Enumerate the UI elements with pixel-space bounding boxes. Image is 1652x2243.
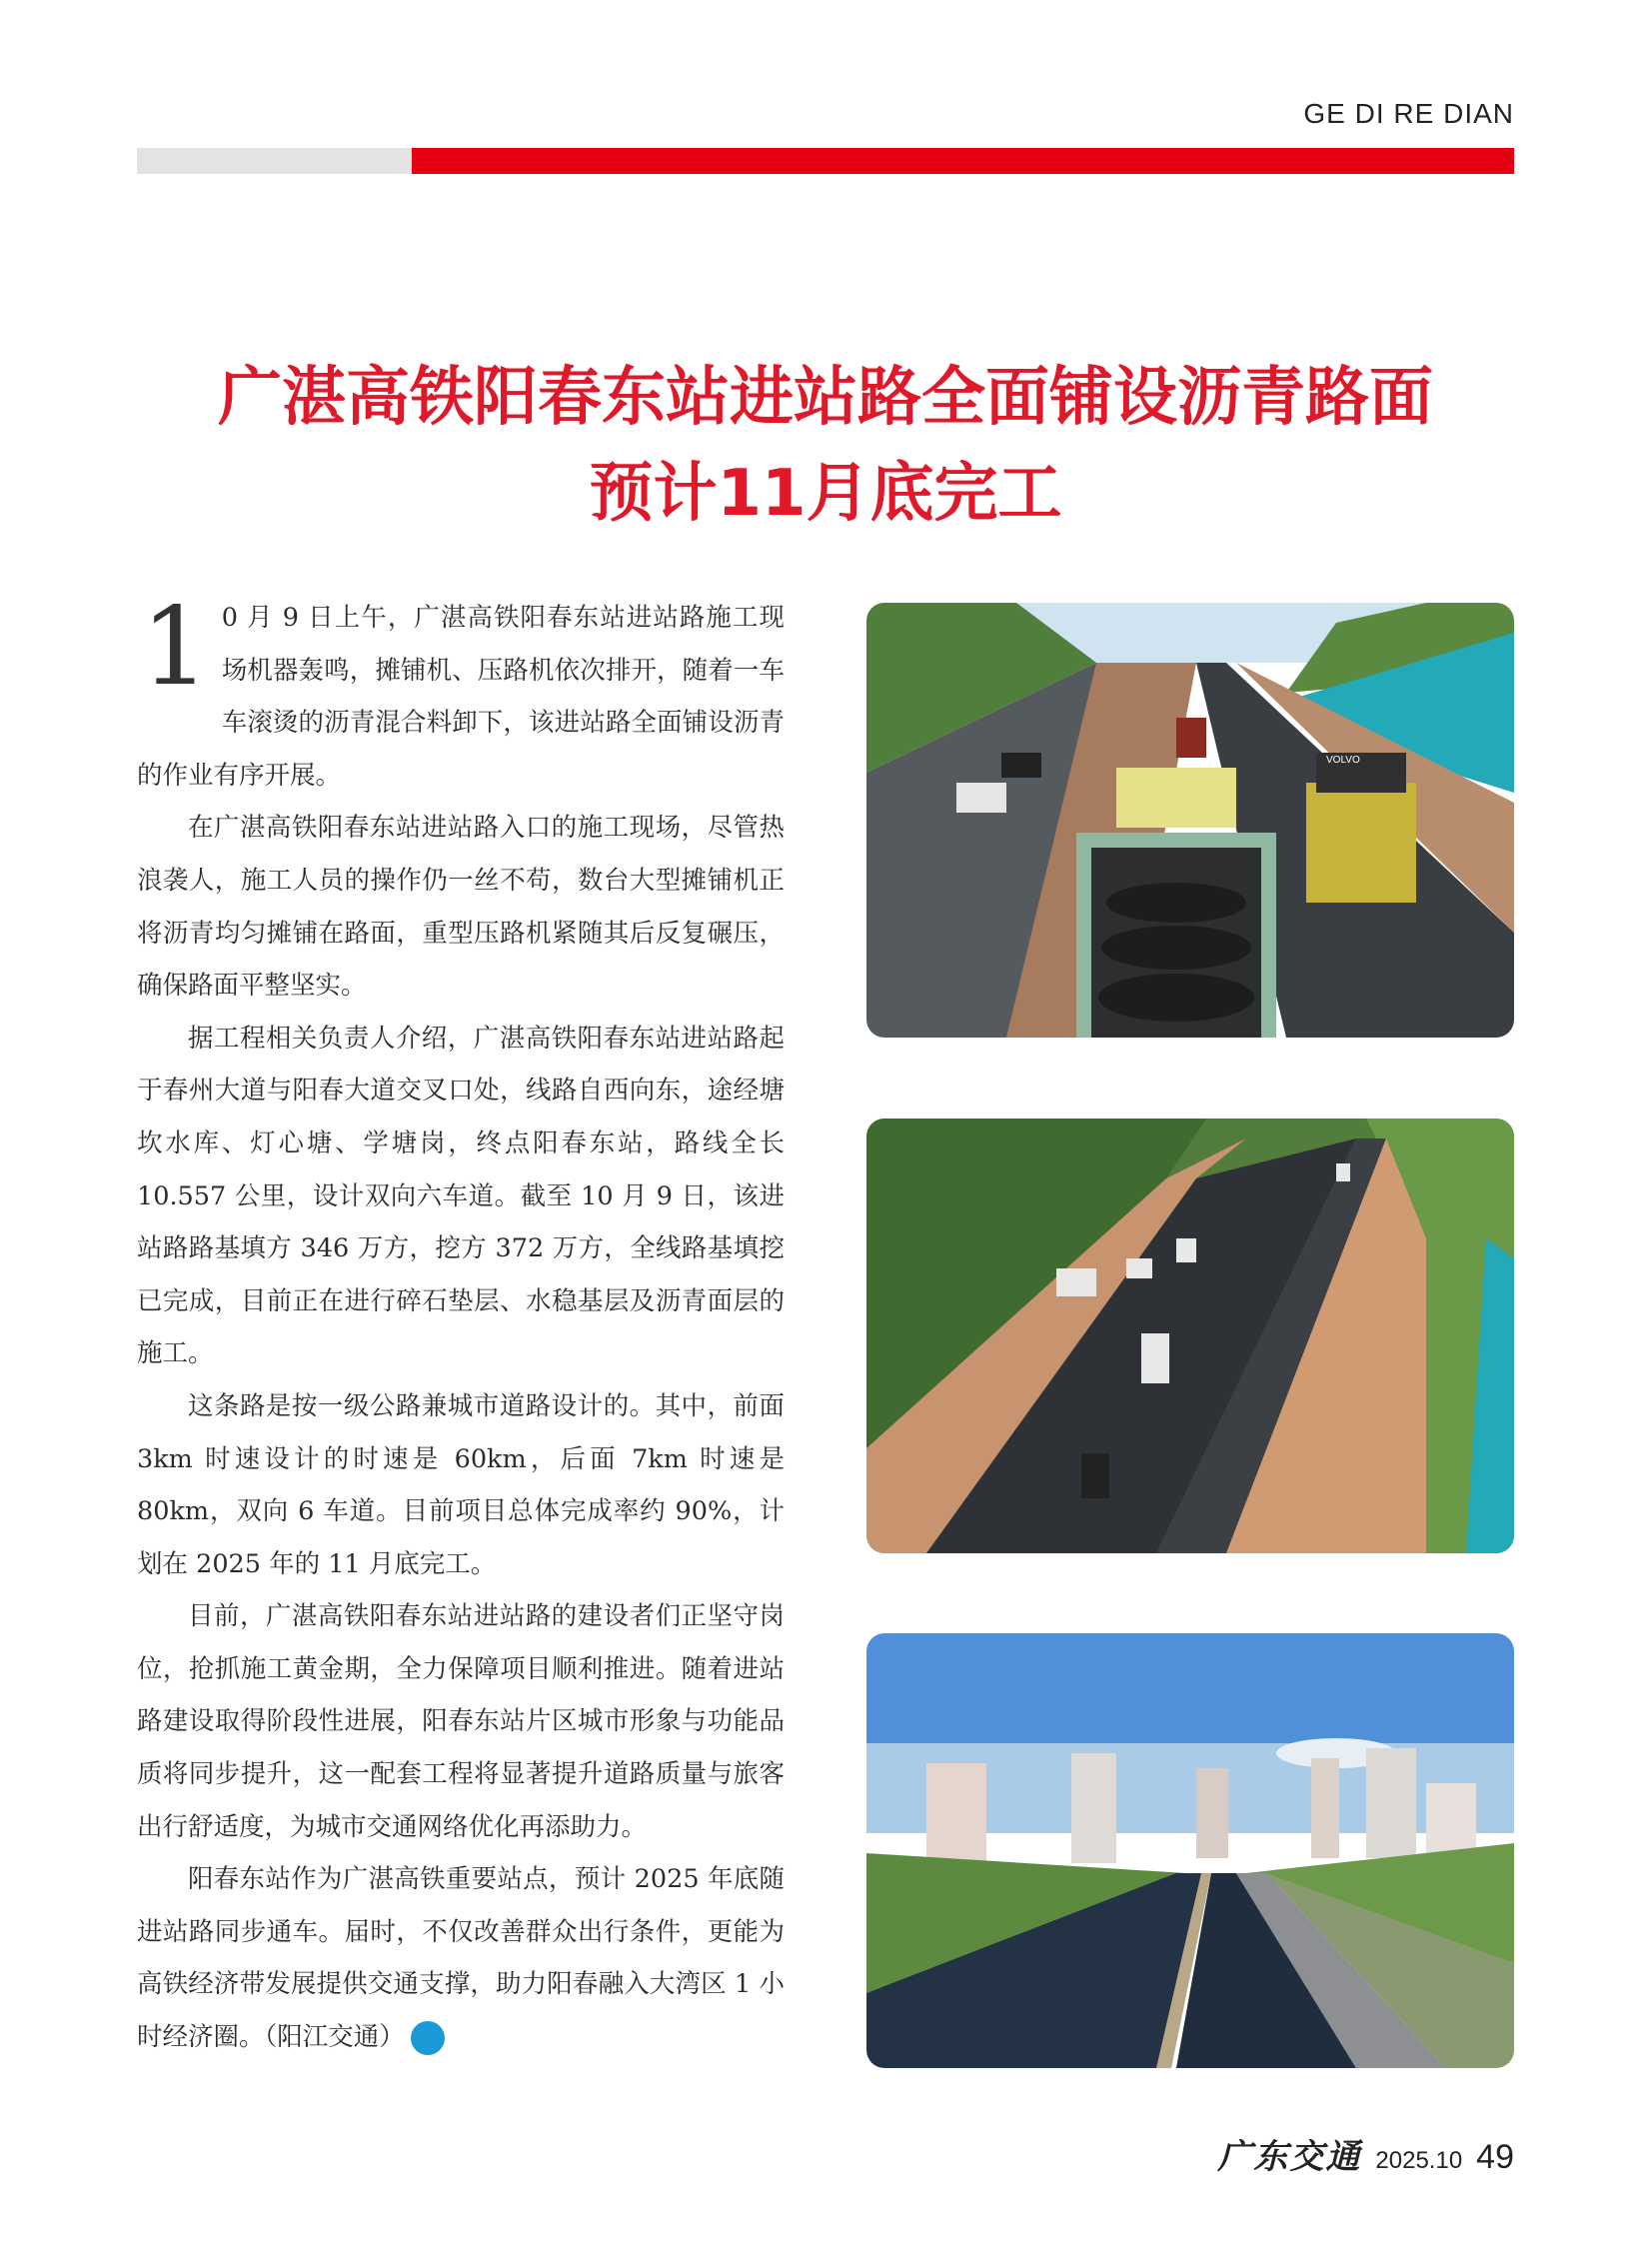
- photo-aerial-road: [866, 1119, 1514, 1553]
- header-bar-red: [412, 148, 1514, 174]
- article-title: [137, 350, 1514, 542]
- paragraph-1: 1 0 月 9 日上午，广湛高铁阳春东站进站路施工现场机器轰鸣，摊铺机、压路机依次排开，随着一车车滚烫的沥青混合料卸下，该进站路全面铺设沥青的作业有序开展。: [137, 585, 785, 791]
- page-footer: [1217, 2129, 1514, 2178]
- header-bar-grey: [137, 148, 412, 174]
- paragraph-5: 目前，广湛高铁阳春东站进站路的建设者们正坚守岗位，抢抓施工黄金期，全力保障项目顺利推进。随着进站路建设取得阶段性进展，阳春东站片区城市形象与功能品质将同步提升，这一配套工程将显著提升道路质量与旅客出行舒适度，为城市交通网络优化再添助力。: [137, 1601, 785, 1842]
- paragraph-2: 在广湛高铁阳春东站进站路入口的施工现场，尽管热浪袭人，施工人员的操作仍一丝不苟，数台大型摊铺机正将沥青均匀摊铺在路面，重型压路机紧随其后反复碾压，确保路面平整坚实。: [137, 813, 785, 1002]
- paragraph-3: 据工程相关负责人介绍，广湛高铁阳春东站进站路起于春州大道与阳春大道交叉口处，线路自西向东，途经塘坎水库、灯心塘、学塘岗，终点阳春东站，路线全长 10.557 公里，设计双向六车道。截至 10 月 9 日，该进站路路基填方 346 万方，挖方 372 万方，全线路基填挖已完成，目前正在进行碎石垫层、水稳基层及沥青面层的施工。: [137, 1023, 785, 1369]
- paragraph-4: 这条路是按一级公路兼城市道路设计的。其中，前面 3km 时速设计的时速是 60km，后面 7km 时速是 80km，双向 6 车道。目前项目总体完成率约 90%，计划在 2025 年的 11 月底完工。: [137, 1390, 785, 1579]
- magazine-name: 广东交通: [1217, 2137, 1362, 2177]
- volvo-label: VOLVO: [1326, 755, 1360, 766]
- article-body: [137, 585, 785, 2064]
- title-line-1: 广湛高铁阳春东站进站路全面铺设沥青路面: [218, 361, 1433, 435]
- cta-logo-icon: CTA: [411, 2021, 445, 2055]
- drop-cap: 1: [141, 585, 210, 710]
- title-line-2: 预计11月底完工: [589, 457, 1062, 531]
- photo-city-road: [866, 1633, 1514, 2068]
- issue-date: 2025.10: [1375, 2147, 1463, 2174]
- section-label: GE DI RE DIAN: [1303, 98, 1514, 129]
- page-number: 49: [1476, 2138, 1514, 2176]
- paragraph-6: 阳春东站作为广湛高铁重要站点，预计 2025 年底随进站路同步通车。届时，不仅改善群众出行条件，更能为高铁经济带发展提供交通支撑，助力阳春融入大湾区 1 小时经济圈。（阳江交通） CTA: [137, 1853, 785, 2063]
- photo-paving-site: [866, 603, 1514, 1038]
